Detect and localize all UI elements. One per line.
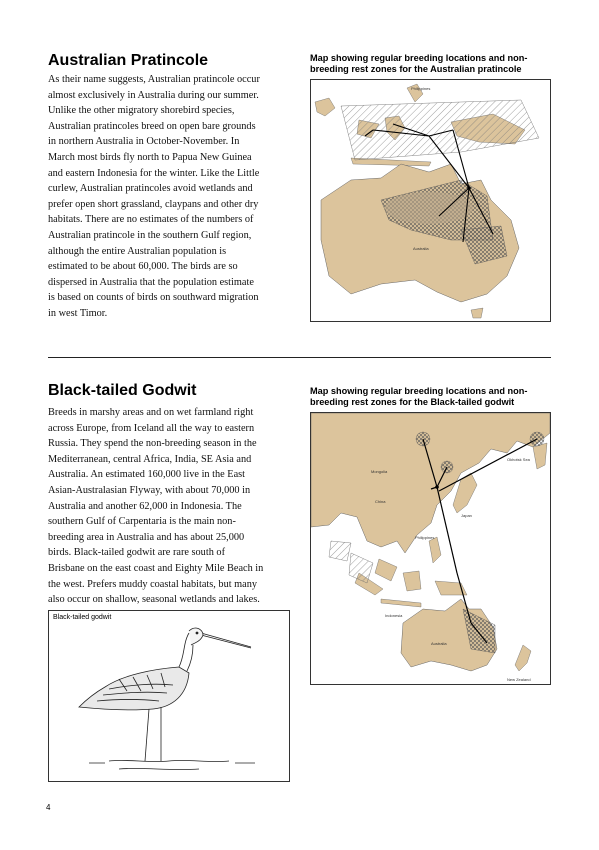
godwit-illustration-frame <box>48 610 290 782</box>
caption-line: breeding rest zones for the Australian pratincole <box>310 64 522 74</box>
australia-label: Australia <box>431 641 447 646</box>
text-line: and eastern Indonesia for the winter. Like the Little <box>48 167 260 179</box>
text-line: Australian pratincole in the southern Gulf region, <box>48 229 252 241</box>
china-label: China <box>375 499 386 504</box>
australia-label: Australia <box>413 246 429 251</box>
route-node <box>467 186 471 190</box>
route-node <box>435 485 439 489</box>
text-line: curlew, Australian pratincoles avoid wetlands and <box>48 183 253 195</box>
godwit-illustration <box>49 611 289 781</box>
new-zealand <box>515 645 531 671</box>
text-line: also occur on shallow, seasonal wetlands and lakes. <box>48 594 260 606</box>
text-line: estimated to be about 60,000. The birds are so <box>48 261 238 273</box>
neck <box>179 633 189 667</box>
new-zealand-label: New Zealand <box>507 677 531 682</box>
page-number: 4 <box>46 803 51 812</box>
water-line <box>109 760 229 761</box>
pratincole-map-caption <box>310 53 555 75</box>
philippines-label: Philippines <box>415 535 435 540</box>
kamchatka <box>533 443 547 469</box>
pratincole-description <box>48 72 298 322</box>
text-line: breeding area in Australia and has about 25,000 <box>48 531 245 543</box>
text-line: birds. Black-tailed godwit are rare south of <box>48 547 225 559</box>
non-breeding-zone <box>349 553 373 583</box>
pratincole-map <box>310 79 551 322</box>
tasmania <box>471 308 483 318</box>
text-line: Unlike the other migratory shorebird species, <box>48 105 235 117</box>
route-line <box>437 487 457 573</box>
island-shape <box>381 599 421 607</box>
beak-lower <box>201 635 251 648</box>
text-line: the west. Prefers muddy coastal habitats, but many <box>48 578 258 590</box>
text-line: Australia. An estimated 160,000 live in the East <box>48 469 246 481</box>
text-line: dispersed in Australia that the population estimate <box>48 276 254 288</box>
text-line: across Europe, from Iceland all the way to eastern <box>48 422 255 434</box>
illustration-caption: Black-tailed godwit <box>53 614 112 621</box>
godwit-map <box>310 412 551 685</box>
island-shape <box>315 98 335 116</box>
text-line: prefer open short grassland, claypans and other dry <box>48 198 259 210</box>
text-line: although the entire Australian population is <box>48 245 227 257</box>
japan-label: Japan <box>461 513 472 518</box>
text-line: is based on counts of birds on southward migration <box>48 292 259 304</box>
text-line: in northern Australia in October-November. In <box>48 136 240 148</box>
beak <box>201 633 251 647</box>
text-line: in west Timor. <box>48 307 108 319</box>
text-line: habitats. There are no estimates of the numbers of <box>48 214 254 226</box>
philippines-label: Philippines <box>411 86 431 91</box>
island-shape <box>375 559 397 581</box>
text-line: Australian pratincoles breed on open bare grounds <box>48 120 256 132</box>
text-line: Asian-Australasian Flyway, with about 70,000 in <box>48 484 251 496</box>
water-line <box>119 768 199 769</box>
mongolia-label: Mongolia <box>371 469 388 474</box>
section-divider <box>48 357 551 358</box>
caption-line: Map showing regular breeding locations and non- <box>310 53 528 63</box>
text-line: Brisbane on the east coast and Eighty Mile Beach in <box>48 562 264 574</box>
okhotsk-label: Okhotsk Sea <box>507 457 530 462</box>
text-line: almost exclusively in Australia during our summer. <box>48 89 259 101</box>
text-line: Breeds in marshy areas and on wet farmland right <box>48 407 254 418</box>
text-line: March most birds fly north to Papua New Guinea <box>48 151 252 163</box>
caption-line: breeding rest zones for the Black-tailed godwit <box>310 397 515 407</box>
eye <box>196 632 198 634</box>
indonesia-label: Indonesia <box>385 613 403 618</box>
text-line: Australia and another 62,000 in Indonesia. The <box>48 500 242 512</box>
non-breeding-zone <box>329 541 351 561</box>
island-shape <box>429 537 441 563</box>
body <box>79 667 189 710</box>
pratincole-heading: Australian Pratincole <box>48 52 209 69</box>
godwit-map-graphic <box>311 413 550 684</box>
asia-landmass <box>311 413 550 553</box>
godwit-heading: Black-tailed Godwit <box>48 382 197 399</box>
godwit-description <box>48 405 298 608</box>
text-line: As their name suggests, Australian pratincole occur <box>48 74 260 85</box>
caption-line: Map showing regular breeding locations and non- <box>310 386 528 396</box>
text-line: Mediterranean, central Africa, India, SE Asia and <box>48 453 252 465</box>
island-shape <box>403 571 421 591</box>
godwit-map-caption <box>310 386 555 408</box>
leg <box>145 709 149 761</box>
head <box>189 628 203 645</box>
text-line: southern Gulf of Carpentaria is the main non- <box>48 516 236 528</box>
neck-front <box>187 645 193 671</box>
text-line: Russia. They spend the non-breeding season in the <box>48 438 257 450</box>
pratincole-map-graphic <box>311 80 550 321</box>
